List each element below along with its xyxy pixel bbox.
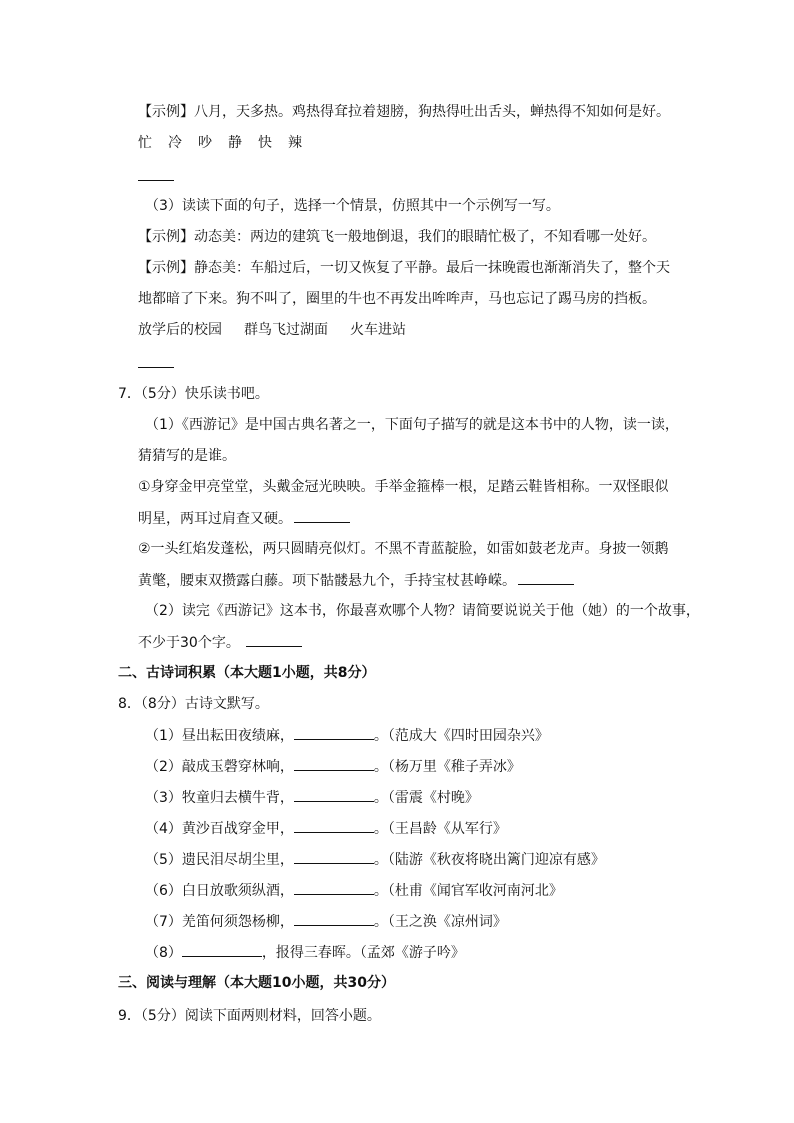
answer-blank[interactable] <box>182 942 262 957</box>
answer-blank[interactable] <box>518 570 574 585</box>
poem-prompt: （7）羌笛何须怨杨柳， <box>145 914 294 930</box>
q7-title: 7．（5分）快乐读书吧。 <box>118 386 269 402</box>
poem-source: 。（范成大《四时田园杂兴》 <box>373 728 549 744</box>
poem-source: 。（杜甫《闻官军收河南河北》 <box>373 883 563 899</box>
poem-item-1 <box>145 725 549 746</box>
example-static-line2: 地都暗了下来。狗不叫了，圈里的牛也不再发出哞哞声，马也忘记了踢马房的挡板。 <box>138 291 656 307</box>
word-3: 吵 <box>198 135 212 151</box>
q7-sentence2-line1: ②一头红焰发蓬松，两只圆睛亮似灯。不黑不青蓝靛脸，如雷如鼓老龙声。身披一领鹅 <box>138 541 669 557</box>
poem-source: ，报得三春晖。（孟郊《游子吟》 <box>261 945 465 961</box>
answer-blank[interactable] <box>294 508 350 523</box>
section-2-heading: 二、古诗词积累（本大题1小题，共8分） <box>118 665 376 681</box>
word-6: 辣 <box>288 135 302 151</box>
q7-part1-line2: 猜猜写的是谁。 <box>138 448 236 464</box>
example-static-line1: 【示例】静态美：车船过后，一切又恢复了平静。最后一抹晚霞也渐渐消失了，整个天 <box>138 260 670 276</box>
q7-sentence2-line2 <box>138 570 574 591</box>
poem-item-5 <box>145 849 605 870</box>
word-2: 冷 <box>168 135 182 151</box>
poem-prompt: （1）昼出耘田夜绩麻， <box>145 728 294 744</box>
q7-sentence2-text: 黄氅，腰束双攒露白藤。项下骷髅悬九个，手持宝杖甚峥嵘。 <box>138 573 516 589</box>
answer-line[interactable] <box>138 367 174 368</box>
poem-item-3 <box>145 787 479 808</box>
poem-item-4 <box>145 818 507 839</box>
q8-title: 8．（8分）古诗文默写。 <box>118 696 269 712</box>
poem-item-7 <box>145 911 507 932</box>
answer-blank[interactable] <box>294 911 374 926</box>
q7-part1-line1: （1）《西游记》是中国古典名著之一，下面句子描写的就是这本书中的人物，读一读， <box>145 417 679 433</box>
scene-1: 放学后的校园 <box>138 322 222 338</box>
scene-2: 群鸟飞过湖面 <box>244 322 328 338</box>
part3-prompt: （3）读读下面的句子，选择一个情景，仿照其中一个示例写一写。 <box>145 198 560 214</box>
answer-blank[interactable] <box>294 818 374 833</box>
q7-part2-line2 <box>138 632 302 653</box>
poem-prompt: （6）白日放歌须纵酒， <box>145 883 294 899</box>
q7-part2-line1: （2）读完《西游记》这本书，你最喜欢哪个人物？请简要说说关于他（她）的一个故事， <box>145 603 700 619</box>
word-list <box>138 133 318 153</box>
word-5: 快 <box>258 135 272 151</box>
q7-sentence1-line1: ①身穿金甲亮堂堂，头戴金冠光映映。手举金箍棒一根，足踏云鞋皆相称。一双怪眼似 <box>138 479 669 495</box>
word-1: 忙 <box>138 135 152 151</box>
answer-blank[interactable] <box>294 849 374 864</box>
word-4: 静 <box>228 135 242 151</box>
poem-item-8 <box>145 942 465 963</box>
q9-title: 9．（5分）阅读下面两则材料，回答小题。 <box>118 1008 381 1024</box>
q7-sentence1-line2 <box>138 508 350 529</box>
poem-source: 。（陆游《秋夜将晓出篱门迎凉有感》 <box>373 852 605 868</box>
q7-sentence1-text: 明星，两耳过肩查又硬。 <box>138 511 292 527</box>
poem-item-6 <box>145 880 563 901</box>
answer-blank[interactable] <box>294 787 374 802</box>
answer-line[interactable] <box>138 180 174 181</box>
poem-source: 。（雷震《村晚》 <box>373 790 479 806</box>
answer-blank[interactable] <box>294 880 374 895</box>
poem-source: 。（杨万里《稚子弄冰》 <box>373 759 521 775</box>
example-adjective: 【示例】八月，天多热。鸡热得耷拉着翅膀，狗热得吐出舌头，蝉热得不知如何是好。 <box>138 104 670 120</box>
poem-prompt: （8） <box>145 945 182 961</box>
poem-prompt: （3）牧童归去横牛背， <box>145 790 294 806</box>
poem-item-2 <box>145 756 521 777</box>
example-dynamic: 【示例】动态美：两边的建筑飞一般地倒退，我们的眼睛忙极了，不知看哪一处好。 <box>138 229 656 245</box>
poem-source: 。（王之涣《凉州词》 <box>373 914 507 930</box>
answer-blank[interactable] <box>294 756 374 771</box>
poem-prompt: （4）黄沙百战穿金甲， <box>145 821 294 837</box>
poem-source: 。（王昌龄《从军行》 <box>373 821 507 837</box>
answer-blank[interactable] <box>294 725 374 740</box>
section-3-heading: 三、阅读与理解（本大题10小题，共30分） <box>118 975 395 991</box>
answer-blank[interactable] <box>246 632 302 647</box>
poem-prompt: （2）敲成玉磬穿林响， <box>145 759 294 775</box>
poem-prompt: （5）遗民泪尽胡尘里， <box>145 852 294 868</box>
q7-part2-text: 不少于30个字。 <box>138 635 240 651</box>
scene-options <box>138 320 428 340</box>
scene-3: 火车进站 <box>350 322 406 338</box>
